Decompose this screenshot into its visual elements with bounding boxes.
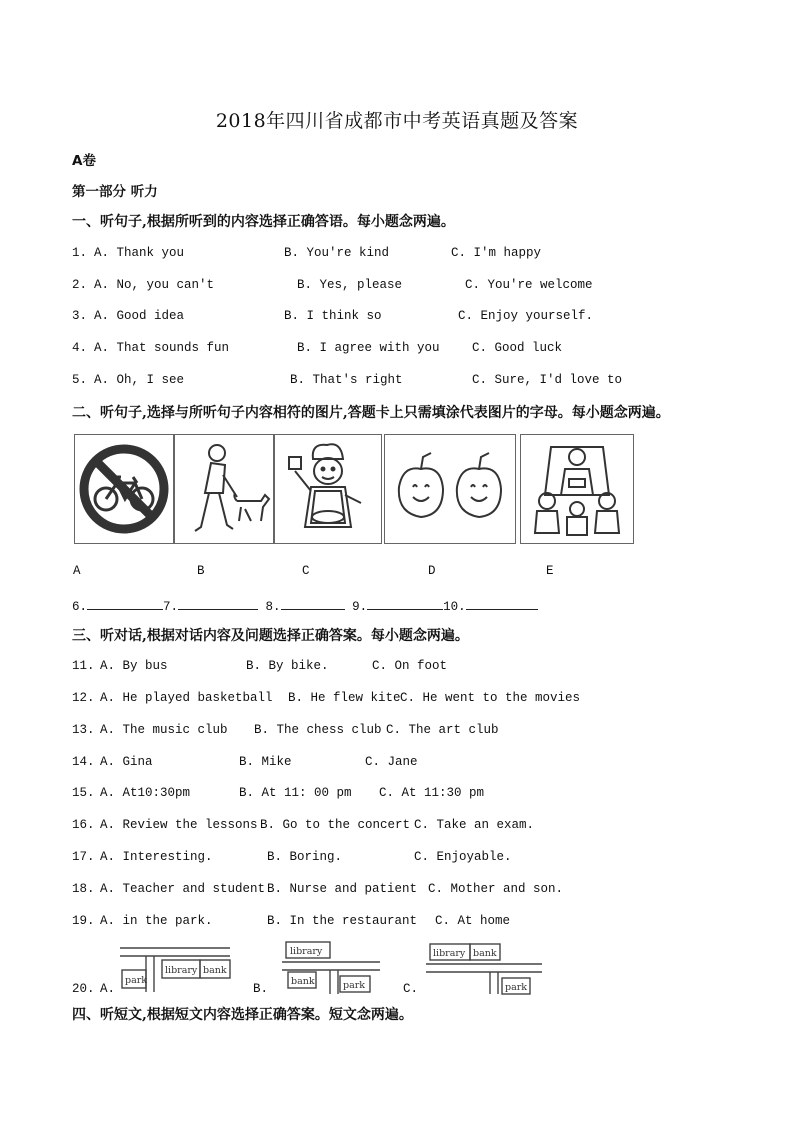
option-a: A. No, you can't bbox=[94, 278, 215, 292]
part-heading: 第一部分 听力 bbox=[72, 184, 158, 200]
option-b: B. The chess club bbox=[254, 723, 382, 737]
answer-blanks bbox=[72, 596, 538, 614]
no-bicycle-icon bbox=[74, 434, 174, 544]
option-a: A. That sounds fun bbox=[94, 341, 230, 355]
picture-label: D bbox=[428, 564, 436, 578]
map-option-b bbox=[280, 940, 384, 996]
option-c: C. Jane bbox=[365, 755, 418, 769]
question-number: 13. bbox=[72, 723, 95, 737]
man-walking-dog-icon bbox=[174, 434, 274, 544]
option-b: B. Mike bbox=[239, 755, 292, 769]
option-a: A. Review the lessons bbox=[100, 818, 258, 832]
option-c: C. On foot bbox=[372, 659, 448, 673]
volume-label: A卷 bbox=[72, 153, 96, 169]
option-c: C. The art club bbox=[386, 723, 499, 737]
map-label: bank bbox=[203, 965, 227, 976]
option-b: B. That's right bbox=[290, 373, 403, 387]
map-option-a bbox=[118, 940, 234, 996]
option-b: B. I agree with you bbox=[297, 341, 440, 355]
option-b: B. You're kind bbox=[284, 246, 390, 260]
answer-blank[interactable] bbox=[178, 596, 258, 610]
option-c: C. You're welcome bbox=[465, 278, 593, 292]
option-b: B. He flew kite bbox=[288, 691, 401, 705]
option-b: B. Yes, please bbox=[297, 278, 403, 292]
option-a: A. in the park. bbox=[100, 914, 213, 928]
option-c: C. Take an exam. bbox=[414, 818, 535, 832]
option-a: A. Interesting. bbox=[100, 850, 213, 864]
question-number: 4. bbox=[72, 341, 88, 355]
section2-heading: 二、听句子,选择与所听句子内容相符的图片,答题卡上只需填涂代表图片的字母。每小题念两遍。 bbox=[72, 405, 670, 421]
option-b: B. Go to the concert bbox=[260, 818, 411, 832]
option-b: B. In the restaurant bbox=[267, 914, 418, 928]
blank-number: 8. bbox=[265, 600, 281, 614]
map-label: park bbox=[343, 980, 366, 991]
section4-heading: 四、听短文,根据短文内容选择正确答案。短文念两遍。 bbox=[72, 1007, 413, 1023]
map-label: park bbox=[505, 982, 528, 993]
question-number: 3. bbox=[72, 309, 88, 323]
option-c: C. Enjoy yourself. bbox=[458, 309, 594, 323]
section3-heading: 三、听对话,根据对话内容及问题选择正确答案。每小题念两遍。 bbox=[72, 628, 469, 644]
option-b: B. At 11: 00 pm bbox=[239, 786, 352, 800]
option-c: C. At home bbox=[435, 914, 511, 928]
map-label: park bbox=[125, 975, 148, 986]
picture-label: B bbox=[197, 564, 205, 578]
option-c: C. Sure, I'd love to bbox=[472, 373, 623, 387]
blank-number: 6. bbox=[72, 600, 88, 614]
question-number: 20. bbox=[72, 982, 95, 996]
option-a: A. By bus bbox=[100, 659, 168, 673]
option-b: B. I think so bbox=[284, 309, 382, 323]
answer-blank[interactable] bbox=[281, 596, 345, 610]
question-number: 19. bbox=[72, 914, 95, 928]
picture-label: E bbox=[546, 564, 554, 578]
page-title: 2018年四川省成都市中考英语真题及答案 bbox=[215, 110, 579, 132]
option-a: A. The music club bbox=[100, 723, 228, 737]
option-a: A. Teacher and student bbox=[100, 882, 266, 896]
answer-blank[interactable] bbox=[367, 596, 443, 610]
answer-blank[interactable] bbox=[87, 596, 163, 610]
question-number: 14. bbox=[72, 755, 95, 769]
question-number: 11. bbox=[72, 659, 95, 673]
option-b: B. Boring. bbox=[267, 850, 343, 864]
option-c: C. I'm happy bbox=[451, 246, 542, 260]
question-number: 2. bbox=[72, 278, 88, 292]
blank-number: 10. bbox=[443, 600, 466, 614]
chef-cooking-icon bbox=[274, 434, 382, 544]
option-c: C. At 11:30 pm bbox=[379, 786, 485, 800]
map-label: bank bbox=[473, 948, 497, 959]
question-number: 17. bbox=[72, 850, 95, 864]
map-label: bank bbox=[291, 976, 315, 987]
option-c: C. Good luck bbox=[472, 341, 563, 355]
picture-label: A bbox=[73, 564, 81, 578]
question-number: 16. bbox=[72, 818, 95, 832]
question-number: 5. bbox=[72, 373, 88, 387]
blank-number: 7. bbox=[163, 600, 179, 614]
question-number: 12. bbox=[72, 691, 95, 705]
answer-blank[interactable] bbox=[466, 596, 538, 610]
option-a: A. He played basketball bbox=[100, 691, 273, 705]
smiling-apples-icon bbox=[384, 434, 516, 544]
option-c: C. Mother and son. bbox=[428, 882, 564, 896]
option-b: B. By bike. bbox=[246, 659, 329, 673]
question-number: 1. bbox=[72, 246, 88, 260]
option-a: A. bbox=[100, 982, 116, 996]
question-number: 15. bbox=[72, 786, 95, 800]
option-b: B. bbox=[253, 982, 269, 996]
option-a: A. Good idea bbox=[94, 309, 185, 323]
picture-label: C bbox=[302, 564, 310, 578]
option-c: C. Enjoyable. bbox=[414, 850, 512, 864]
blank-number: 9. bbox=[352, 600, 368, 614]
section1-heading: 一、听句子,根据所听到的内容选择正确答语。每小题念两遍。 bbox=[72, 214, 455, 230]
option-b: B. Nurse and patient bbox=[267, 882, 418, 896]
question-number: 18. bbox=[72, 882, 95, 896]
option-a: A. Thank you bbox=[94, 246, 185, 260]
option-a: A. At10:30pm bbox=[100, 786, 191, 800]
option-c: C. bbox=[403, 982, 419, 996]
option-c: C. He went to the movies bbox=[400, 691, 581, 705]
option-a: A. Oh, I see bbox=[94, 373, 185, 387]
option-a: A. Gina bbox=[100, 755, 153, 769]
map-label: library bbox=[290, 946, 323, 957]
map-label: library bbox=[165, 965, 198, 976]
map-label: library bbox=[433, 948, 466, 959]
family-reading-icon bbox=[520, 434, 634, 544]
map-option-c bbox=[424, 940, 546, 996]
